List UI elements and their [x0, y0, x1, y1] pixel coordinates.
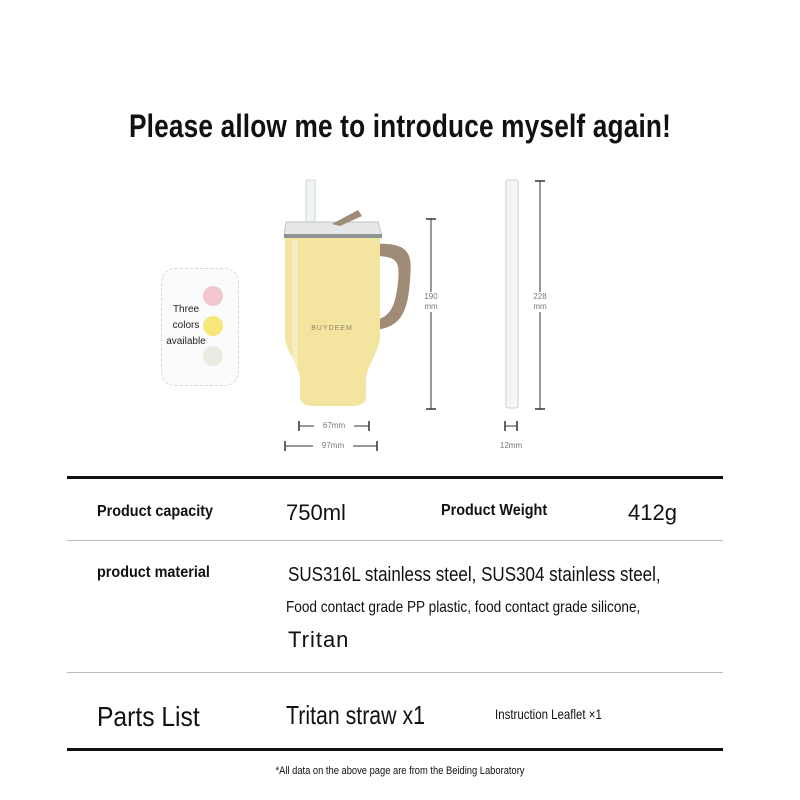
color-swatch-yellow[interactable] [203, 316, 223, 336]
parts-item-straw: Tritan straw x1 [286, 700, 426, 730]
parts-item-leaflet: Instruction Leaflet ×1 [495, 706, 602, 722]
weight-label: Product Weight [441, 502, 548, 519]
height-dimension-label: 190 mm [416, 292, 446, 312]
weight-value: 412g [628, 500, 677, 525]
tumbler-rim [284, 234, 382, 238]
material-label: product material [97, 564, 210, 581]
straw-length-label: 228 mm [525, 292, 555, 312]
top-width-label: 97mm [313, 441, 353, 451]
colors-label-line3: available [166, 336, 206, 347]
page-title: Please allow me to introduce myself again! [128, 108, 672, 144]
colors-label-line2: colors [172, 320, 200, 331]
tumbler-illustration [270, 170, 420, 420]
material-line-2: Food contact grade PP plastic, food contact grade silicone, [286, 599, 641, 616]
straw-diameter-label: 12mm [499, 441, 523, 450]
capacity-label: Product capacity [97, 503, 214, 520]
table-bottom-border [67, 748, 723, 751]
parts-list-label: Parts List [97, 701, 200, 732]
capacity-value: 750ml [286, 500, 346, 525]
material-line-1: SUS316L stainless steel, SUS304 stainless steel, [288, 564, 661, 586]
table-divider [67, 540, 723, 541]
table-top-border [67, 476, 723, 479]
straw-diameter-dimension-line [504, 420, 518, 432]
material-line-3: Tritan [288, 627, 350, 652]
footnote: *All data on the above page are from the Beiding Laboratory [275, 765, 525, 777]
color-swatch-pink[interactable] [203, 286, 223, 306]
tumbler-straw [306, 180, 315, 228]
base-width-label: 67mm [314, 421, 354, 431]
colors-label-line1: Three [172, 304, 200, 315]
height-dimension-line [424, 218, 438, 410]
straw-illustration [503, 178, 521, 410]
brand-logo-text: BUYDEEM [311, 325, 353, 332]
color-swatch-white[interactable] [203, 346, 223, 366]
table-divider [67, 672, 723, 673]
tumbler-body [285, 238, 380, 406]
